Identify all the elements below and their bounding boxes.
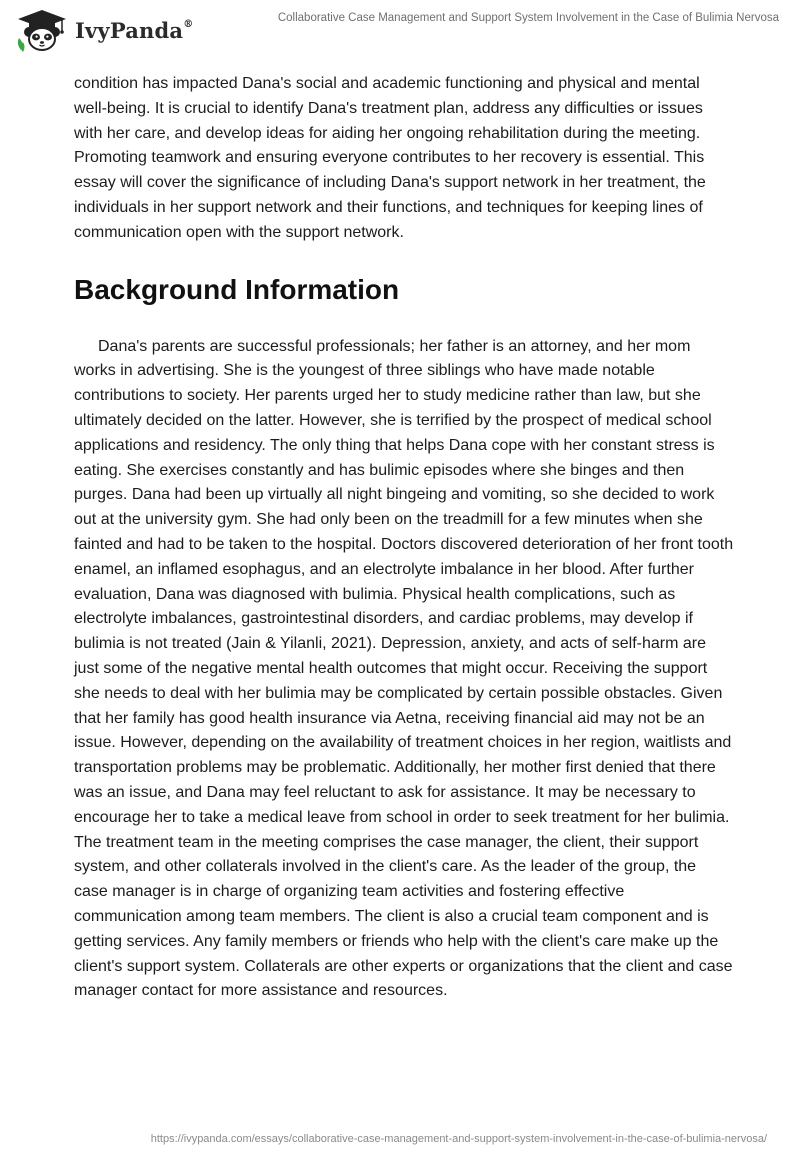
page-header	[0, 0, 800, 60]
document-title: Collaborative Case Management and Support System Involvement in the Case of Bulimia Nervosa	[277, 12, 779, 24]
background-paragraph: Dana's parents are successful professionals; her father is an attorney, and her mom works in advertising. She is the youngest of three siblings who have made notable contributions to society. Her parents urged her to study medicine rather than law, but she ultimately decided on the latter. However, she is terrified by the prospect of medical school applications and residency. The only thing that helps Dana cope with her constant stress is eating. She exercises constantly and has bulimic episodes where she binges and then purges. Dana had been up virtually all night bingeing and vomiting, so she decided to work out at the university gym. She had only been on the treadmill for a few minutes when she fainted and had to be taken to the hospital. Doctors discovered deterioration of her front tooth enamel, an inflamed esophagus, and an electrolyte imbalance in her blood. After further evaluation, Dana was diagnosed with bulimia. Physical health complications, such as electrolyte imbalances, gastrointestinal disorders, and cardiac problems, may develop if bulimia is not treated (Jain & Yilanli, 2021). Depression, anxiety, and acts of self-harm are just some of the negative mental health outcomes that might occur. Receiving the support she needs to deal with her bulimia may be complicated by certain possible obstacles. Given that her family has good health insurance via Aetna, receiving financial aid may not be an issue. However, depending on the availability of treatment choices in her region, waitlists and transportation problems may be problematic. Additionally, her mother first denied that there was an issue, and Dana may feel reluctant to ask for assistance. It may be necessary to encourage her to take a medical leave from school in order to seek treatment for her bulimia. The treatment team in the meeting comprises the case manager, the client, their support system, and other collaterals involved in the client's care. As the leader of the group, the case manager is in charge of organizing team activities and fostering effective communication among team members. The client is also a crucial team component and is getting services. Any family members or friends who help with the client's care make up the client's support system. Collaterals are other experts or organizations that the client and case manager contact for more assistance and resources.	[74, 337, 734, 1000]
essay-content	[74, 72, 734, 1004]
intro-paragraph: condition has impacted Dana's social and academic functioning and physical and mental well-being. It is crucial to identify Dana's treatment plan, address any difficulties or issues with her care, and develop ideas for aiding her ongoing rehabilitation during the meeting. Promoting teamwork and ensuring everyone contributes to her recovery is essential. This essay will cover the significance of including Dana's support network in her treatment, the individuals in her support network and their functions, and techniques for keeping lines of communication open with the support network.	[74, 75, 706, 241]
footer-url: https://ivypanda.com/essays/collaborative-case-management-and-support-system-involvement-in-the-case-of-bulimia-nervosa/	[150, 1133, 767, 1145]
panda-graduation-cap-icon[interactable]	[14, 8, 70, 52]
section-heading: Background Information	[74, 273, 400, 305]
brand-logo-text[interactable]: IvyPanda®	[75, 18, 194, 43]
